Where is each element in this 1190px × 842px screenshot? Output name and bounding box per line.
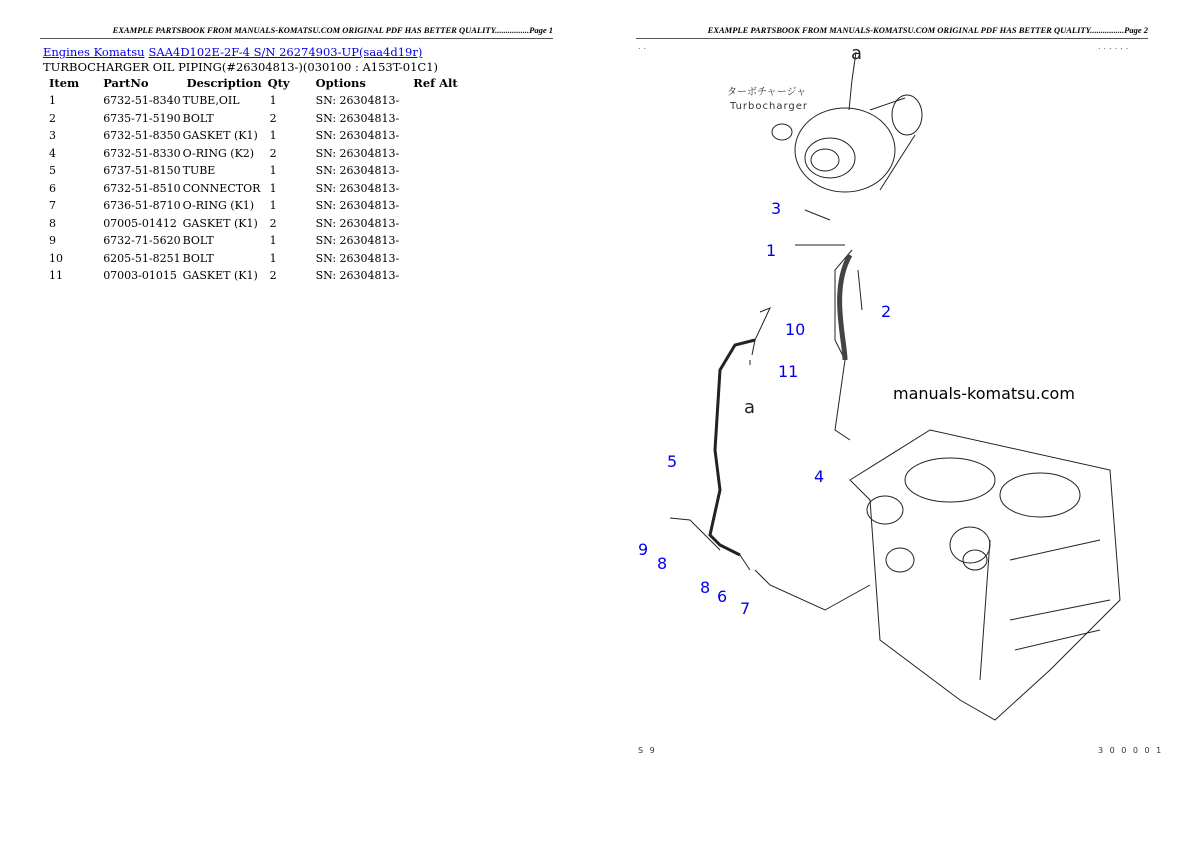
- cell-qty: 1: [269, 94, 277, 107]
- callout-3: 3: [771, 199, 782, 218]
- cell-description: TUBE,OIL: [182, 94, 240, 107]
- cell-qty: 1: [269, 234, 277, 247]
- callout-4: 4: [814, 467, 825, 486]
- cell-qty: 2: [269, 146, 277, 160]
- table-row: [43, 164, 464, 182]
- table-row: [43, 217, 464, 235]
- callout-8a: 8: [657, 554, 668, 573]
- cell-qty: 1: [269, 181, 277, 195]
- cell-qty: 2: [269, 111, 277, 125]
- col-refalt: Ref Alt: [413, 76, 458, 90]
- cell-item: 1: [49, 94, 56, 107]
- table-row: [43, 112, 464, 130]
- cell-refalt: [399, 199, 463, 217]
- col-item: Item: [49, 76, 80, 90]
- callout-5: 5: [667, 452, 678, 471]
- table-row: [43, 199, 464, 217]
- table-row: [43, 234, 464, 252]
- cell-options: SN: 26304813-: [315, 269, 400, 282]
- cell-partno: 6205-51-8251: [103, 251, 181, 265]
- cell-item: 9: [49, 234, 56, 247]
- turbo-label-jp: ターボチャージャ: [727, 87, 807, 98]
- cell-refalt: [399, 112, 463, 130]
- cell-options: SN: 26304813-: [315, 111, 400, 125]
- cell-options: SN: 26304813-: [315, 216, 400, 230]
- scan-dots: ......: [1098, 42, 1132, 51]
- turbo-label-en: Turbocharger: [730, 101, 809, 112]
- cell-description: BOLT: [182, 111, 214, 125]
- cell-partno: 07005-01412: [103, 216, 177, 230]
- cell-item: 4: [49, 146, 56, 160]
- callout-7: 7: [740, 599, 751, 618]
- cell-refalt: [399, 129, 463, 147]
- cell-partno: 6735-71-5190: [103, 111, 181, 125]
- oil-tube-5: [710, 340, 755, 555]
- page2-header: EXAMPLE PARTSBOOK FROM MANUALS-KOMATSU.COM ORIGINAL PDF HAS BETTER QUALITY................Page 2: [636, 24, 1148, 39]
- cell-partno: 07003-01015: [103, 269, 177, 282]
- cell-qty: 1: [269, 251, 277, 265]
- page-title: TURBOCHARGER OIL PIPING(#26304813-)(030100 : A153T-01C1): [43, 60, 439, 74]
- cell-refalt: [399, 217, 463, 235]
- breadcrumb-model[interactable]: SAA4D102E-2F-4 S/N 26274903-UP(saa4d19r): [148, 45, 423, 59]
- cell-item: 7: [49, 199, 56, 212]
- cylinder-block-drawing: [850, 430, 1120, 720]
- ref-a-bottom: a: [744, 397, 756, 418]
- table-row: [43, 269, 464, 287]
- breadcrumb: [43, 45, 426, 59]
- cell-partno: 6732-71-5620: [103, 234, 181, 247]
- table-row: [43, 147, 464, 165]
- cell-description: BOLT: [182, 251, 214, 265]
- cell-refalt: [399, 234, 463, 252]
- cell-partno: 6732-51-8350: [103, 129, 181, 142]
- cell-description: GASKET (K1): [182, 269, 258, 282]
- cell-item: 8: [49, 216, 56, 230]
- cell-refalt: [399, 182, 463, 200]
- cell-options: SN: 26304813-: [315, 146, 400, 160]
- cell-options: SN: 26304813-: [315, 164, 400, 177]
- callout-11: 11: [778, 362, 799, 381]
- col-description: Description: [186, 76, 262, 90]
- cell-refalt: [399, 147, 463, 165]
- footer-left: S 9: [638, 746, 657, 755]
- table-row: [43, 182, 464, 200]
- col-qty: Qty: [267, 76, 290, 90]
- cell-qty: 1: [269, 199, 277, 212]
- cell-item: 11: [49, 269, 63, 282]
- cell-item: 3: [49, 129, 56, 142]
- cell-item: 2: [49, 111, 56, 125]
- cell-item: 5: [49, 164, 56, 177]
- cell-refalt: [399, 252, 463, 270]
- watermark: manuals-komatsu.com: [893, 384, 1075, 403]
- cell-options: SN: 26304813-: [315, 129, 400, 142]
- cell-description: BOLT: [182, 234, 214, 247]
- cell-description: TUBE: [182, 164, 216, 177]
- cell-description: GASKET (K1): [182, 129, 258, 142]
- cell-qty: 2: [269, 269, 277, 282]
- cell-description: O-RING (K1): [182, 199, 255, 212]
- cell-item: 10: [49, 251, 63, 265]
- cell-partno: 6736-51-8710: [103, 199, 181, 212]
- col-options: Options: [315, 76, 366, 90]
- footer-right: 3 0 0 0 0 1: [1098, 746, 1164, 755]
- page1-header: EXAMPLE PARTSBOOK FROM MANUALS-KOMATSU.COM ORIGINAL PDF HAS BETTER QUALITY................Page 1: [40, 24, 553, 39]
- cell-refalt: [399, 269, 463, 287]
- callout-8b: 8: [700, 578, 711, 597]
- cell-partno: 6737-51-8150: [103, 164, 181, 177]
- cell-item: 6: [49, 181, 56, 195]
- cell-qty: 1: [269, 164, 277, 177]
- callout-1: 1: [766, 241, 777, 260]
- cell-partno: 6732-51-8340: [103, 94, 181, 107]
- cell-options: SN: 26304813-: [315, 251, 400, 265]
- table-row: [43, 94, 464, 112]
- parts-table: [43, 76, 464, 287]
- cell-refalt: [399, 94, 463, 112]
- cell-description: GASKET (K1): [182, 216, 258, 230]
- cell-description: CONNECTOR: [182, 181, 261, 195]
- cell-refalt: [399, 164, 463, 182]
- cell-qty: 2: [269, 216, 277, 230]
- callout-9: 9: [638, 540, 649, 559]
- cell-partno: 6732-51-8510: [103, 181, 181, 195]
- ref-a-top: a: [851, 43, 863, 64]
- cell-options: SN: 26304813-: [315, 234, 400, 247]
- cell-qty: 1: [269, 129, 277, 142]
- cell-options: SN: 26304813-: [315, 181, 400, 195]
- table-row: [43, 129, 464, 147]
- breadcrumb-engines-komatsu[interactable]: Engines Komatsu: [43, 45, 145, 59]
- scan-dots: ..: [638, 42, 650, 51]
- cell-partno: 6732-51-8330: [103, 146, 181, 160]
- col-partno: PartNo: [103, 76, 149, 90]
- cell-options: SN: 26304813-: [315, 199, 400, 212]
- cell-description: O-RING (K2): [182, 146, 255, 160]
- callout-6: 6: [717, 587, 728, 606]
- table-row: [43, 252, 464, 270]
- callout-10: 10: [785, 320, 806, 339]
- turbocharger-drawing: [772, 52, 922, 192]
- callout-2: 2: [881, 302, 892, 321]
- cell-options: SN: 26304813-: [315, 94, 400, 107]
